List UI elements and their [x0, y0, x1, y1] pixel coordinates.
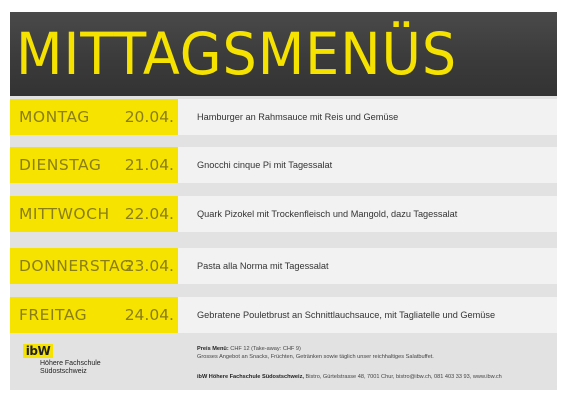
day-name: DIENSTAG [19, 156, 102, 174]
day-name: MONTAG [19, 108, 90, 126]
dish-text: Gnocchi cinque Pi mit Tagessalat [197, 160, 333, 170]
header-banner [10, 12, 557, 96]
dish-box [178, 147, 557, 183]
page-title: MITTAGSMENÜS [16, 20, 458, 88]
footer [10, 338, 557, 390]
dish-text: Quark Pizokel mit Trockenfleisch und Mangold, dazu Tagessalat [197, 209, 458, 219]
contact-name: ibW Höhere Fachschule Südostschweiz, [197, 374, 304, 380]
price-label: Preis Menü: [197, 346, 229, 352]
contact-details: Bistro, Gürtelstrasse 48, 7001 Chur, bistro@ibw.ch, 081 403 33 93, www.ibw.ch [305, 374, 502, 380]
dish-box [178, 99, 557, 135]
day-label-box [10, 99, 178, 135]
day-name: MITTWOCH [19, 205, 110, 223]
logo-text [40, 360, 101, 376]
price-value: CHF 12 (Take-away: CHF 9) [230, 346, 301, 352]
day-date: 21.04. [124, 156, 174, 174]
day-label-box [10, 248, 178, 284]
dish-box [178, 297, 557, 333]
ibw-logo: ibW [23, 344, 53, 358]
day-label-box [10, 196, 178, 232]
logo-line-1: Höhere Fachschule [40, 360, 101, 367]
menu-row-monday [10, 99, 557, 135]
price-line [197, 346, 301, 352]
day-date: 22.04. [124, 205, 174, 223]
offer-text: Grosses Angebot an Snacks, Früchten, Getränken sowie täglich unser reichhaltiges Salatbuffet. [197, 354, 434, 360]
dish-text: Pasta alla Norma mit Tagessalat [197, 261, 329, 271]
dish-text: Hamburger an Rahmsauce mit Reis und Gemüse [197, 112, 399, 122]
day-date: 23.04. [124, 257, 174, 275]
day-date: 20.04. [124, 108, 174, 126]
day-date: 24.04. [124, 306, 174, 324]
menu-row-thursday [10, 248, 557, 284]
menu-row-wednesday [10, 196, 557, 232]
day-label-box [10, 297, 178, 333]
dish-box [178, 248, 557, 284]
dish-text: Gebratene Pouletbrust an Schnittlauchsauce, mit Tagliatelle und Gemüse [197, 310, 496, 320]
menu-frame [10, 12, 557, 390]
contact-line [197, 374, 502, 380]
dish-box [178, 196, 557, 232]
day-label-box [10, 147, 178, 183]
menu-row-friday [10, 297, 557, 333]
day-name: FREITAG [19, 306, 88, 324]
day-name: DONNERSTAG [19, 257, 133, 275]
logo-line-2: Südostschweiz [40, 368, 87, 375]
menu-row-tuesday [10, 147, 557, 183]
